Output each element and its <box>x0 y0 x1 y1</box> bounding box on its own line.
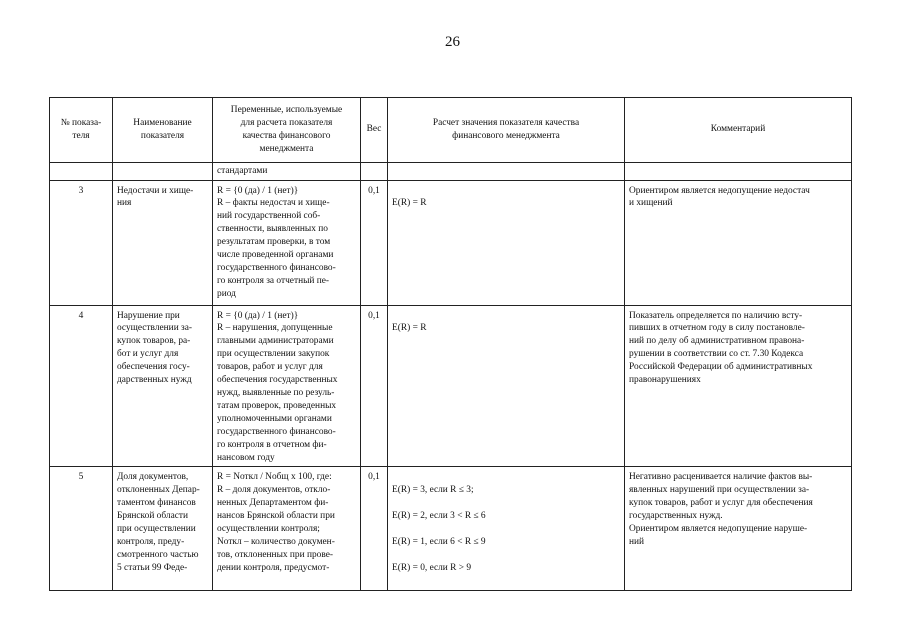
cell-weight: 0,1 <box>361 467 388 590</box>
header-indicator-number: № показа- теля <box>50 98 113 163</box>
formula-line: E(R) = 3, если R ≤ 3; <box>392 485 474 496</box>
header-comment: Комментарий <box>625 98 852 163</box>
formula-line: E(R) = 2, если 3 < R ≤ 6 <box>392 511 486 522</box>
cell-variables: R = Nоткл / Nобщ x 100, где: R – доля документов, откло- ненных Департаментом фи- нансов Брянской области при осуществлении контроля; Nоткл – количество докумен- тов, отклоненных при прове- дении контроля, предусмот- <box>213 467 361 590</box>
formula-line: E(R) = R <box>392 198 427 209</box>
formula-line: E(R) = R <box>392 323 427 334</box>
cell-comment: Ориентиром является недопущение недостач и хищений <box>625 180 852 305</box>
table-row <box>50 180 852 305</box>
cell-weight: 0,1 <box>361 180 388 305</box>
table-header-row <box>50 98 852 163</box>
table-row-continued <box>50 162 852 180</box>
page-number: 26 <box>445 34 460 50</box>
cell-number: 4 <box>50 305 113 467</box>
cell-empty <box>361 162 388 180</box>
cell-number: 3 <box>50 180 113 305</box>
cell-empty <box>113 162 213 180</box>
cell-name: Нарушение при осуществлении за- купок товаров, ра- бот и услуг для обеспечения госу- дарственных нужд <box>113 305 213 467</box>
cell-weight: 0,1 <box>361 305 388 467</box>
header-calculation: Расчет значения показателя качества финансового менеджмента <box>388 98 625 163</box>
cell-calculation <box>388 305 625 467</box>
formula-line: E(R) = 0, если R > 9 <box>392 562 472 573</box>
cell-variables: стандартами <box>213 162 361 180</box>
cell-calculation <box>388 467 625 590</box>
cell-number: 5 <box>50 467 113 590</box>
cell-name: Недостачи и хище- ния <box>113 180 213 305</box>
table-row <box>50 467 852 590</box>
cell-empty <box>625 162 852 180</box>
cell-name: Доля документов, отклоненных Депар- таментом финансов Брянской области при осуществлении контроля, преду- смотренного частью 5 статьи 99 Феде- <box>113 467 213 590</box>
cell-comment: Показатель определяется по наличию всту- пивших в отчетном году в силу постановле- ний по делу об административном правона- рушении в соответствии со ст. 7.30 Кодекса Российской Федерации об административных правонарушениях <box>625 305 852 467</box>
header-indicator-name: Наименование показателя <box>113 98 213 163</box>
indicators-table <box>49 97 852 591</box>
cell-variables: R = {0 (да) / 1 (нет)} R – нарушения, допущенные главными администраторами при осуществлении закупок товаров, работ и услуг для обеспечения государственных нужд, выявленные по резуль- татам проверок, проведенных уполномоченными органами государственного финансово- го контроля в отчетном фи- нансовом году <box>213 305 361 467</box>
cell-variables: R = {0 (да) / 1 (нет)} R – факты недостач и хище- ний государственной соб- ственности, выявленных по результатам проверки, в том числе проведенной органами государственного финансово- го контроля за отчетный пе- риод <box>213 180 361 305</box>
formula-line: E(R) = 1, если 6 < R ≤ 9 <box>392 536 486 547</box>
cell-empty <box>388 162 625 180</box>
cell-comment: Негативно расценивается наличие фактов вы- явленных нарушений при осуществлении за- купок товаров, работ и услуг для обеспечения государственных нужд. Ориентиром является недопущение наруше- ний <box>625 467 852 590</box>
cell-empty <box>50 162 113 180</box>
cell-calculation <box>388 180 625 305</box>
header-variables: Переменные, используемые для расчета показателя качества финансового менеджмента <box>213 98 361 163</box>
table-row <box>50 305 852 467</box>
header-weight: Вес <box>361 98 388 163</box>
